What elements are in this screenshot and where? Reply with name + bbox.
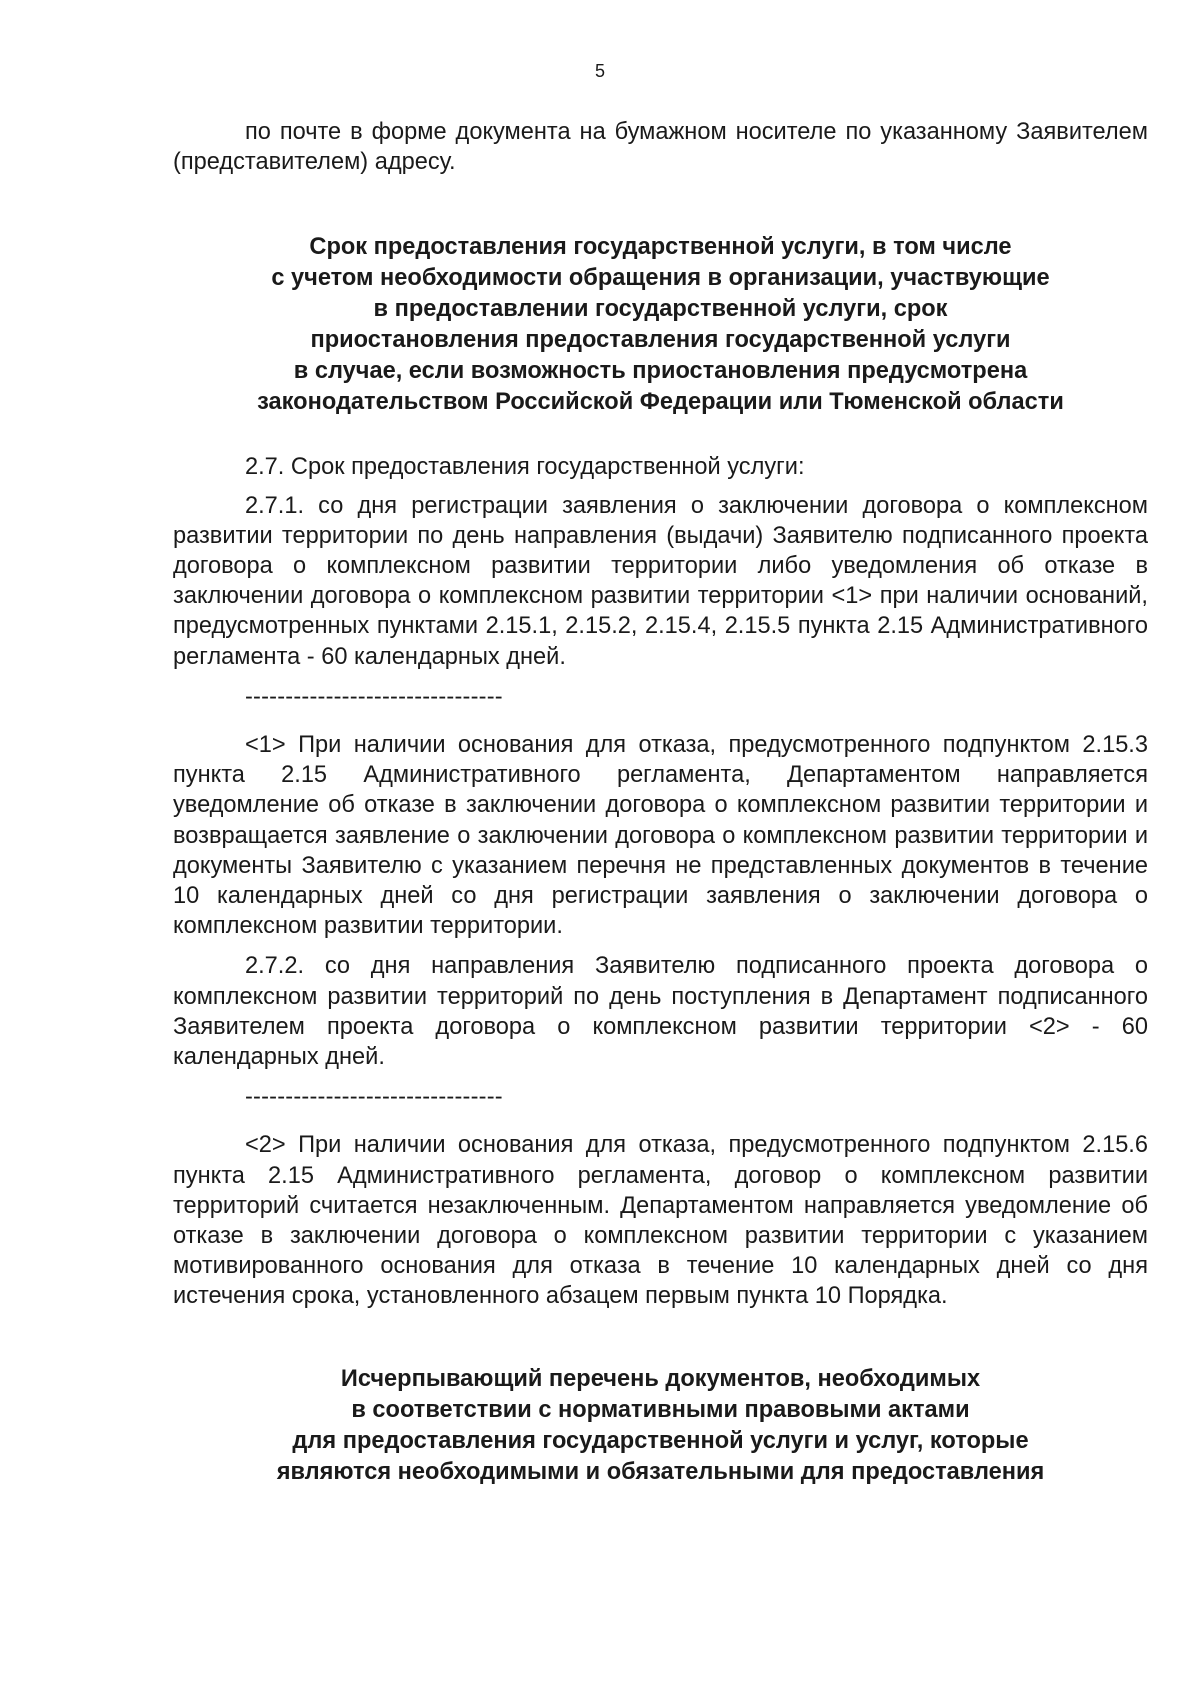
heading-line: для предоставления государственной услуги и услуг, которые	[292, 1427, 1029, 1454]
heading-line: Исчерпывающий перечень документов, необходимых	[340, 1365, 981, 1392]
paragraph-2-7-1: 2.7.1. со дня регистрации заявления о заключении договора о комплексном развитии территории по день направления (выдачи) Заявителю подписанного проекта договора о комплексном развитии территории либо уведомления об отказе в заключении договора о комплексном развитии территории <1> при наличии оснований, предусмотренных пунктами 2.15.1, 2.15.2, 2.15.4, 2.15.5 пункта 2.15 Административного регламента - 60 календарных дней.	[173, 492, 1148, 670]
page-number: 5	[594, 61, 605, 81]
footnote-separator: --------------------------------	[245, 683, 503, 710]
intro-paragraph: по почте в форме документа на бумажном носителе по указанному Заявителем (представителем) адресу.	[173, 119, 1148, 176]
document-body	[173, 117, 1148, 1488]
section-heading-term	[173, 232, 1148, 418]
heading-line: являются необходимыми и обязательными для предоставления	[276, 1458, 1045, 1485]
heading-line: законодательством Российской Федерации или Тюменской области	[257, 389, 1064, 416]
heading-line: в случае, если возможность приостановления предусмотрена	[293, 358, 1028, 385]
heading-line: в соответствии с нормативными правовыми актами	[351, 1396, 970, 1423]
footnote-2: <2> При наличии основания для отказа, предусмотренного подпунктом 2.15.6 пункта 2.15 Административного регламента, договор о комплексном развитии территорий считается незаключенным. Департаментом направляется уведомление об отказе в заключении договора о комплексном развитии территории с указанием мотивированного основания для отказа в течение 10 календарных дней со дня истечения срока, установленного абзацем первым пункта 10 Порядка.	[173, 1132, 1148, 1310]
footnote-separator: --------------------------------	[245, 1084, 503, 1111]
paragraph-2-7: 2.7. Срок предоставления государственной услуги:	[245, 454, 805, 481]
heading-line: Срок предоставления государственной услуги, в том числе	[309, 234, 1012, 261]
section-heading-documents	[173, 1364, 1148, 1488]
heading-line: с учетом необходимости обращения в организации, участвующие	[271, 265, 1050, 292]
footnote-1: <1> При наличии основания для отказа, предусмотренного подпунктом 2.15.3 пункта 2.15 Административного регламента, Департаментом направляется уведомление об отказе в заключении договора о комплексном развитии территории и возвращается заявление о заключении договора о комплексном развитии территории и документы Заявителю с указанием перечня не представленных документов в течение 10 календарных дней со дня регистрации заявления о заключении договора о комплексном развитии территории.	[173, 732, 1148, 940]
heading-line: в предоставлении государственной услуги, срок	[373, 296, 948, 323]
heading-line: приостановления предоставления государственной услуги	[310, 327, 1011, 354]
paragraph-2-7-2: 2.7.2. со дня направления Заявителю подписанного проекта договора о комплексном развитии территорий по день поступления в Департамент подписанного Заявителем проекта договора о комплексном развитии территории <2> - 60 календарных дней.	[173, 953, 1148, 1071]
